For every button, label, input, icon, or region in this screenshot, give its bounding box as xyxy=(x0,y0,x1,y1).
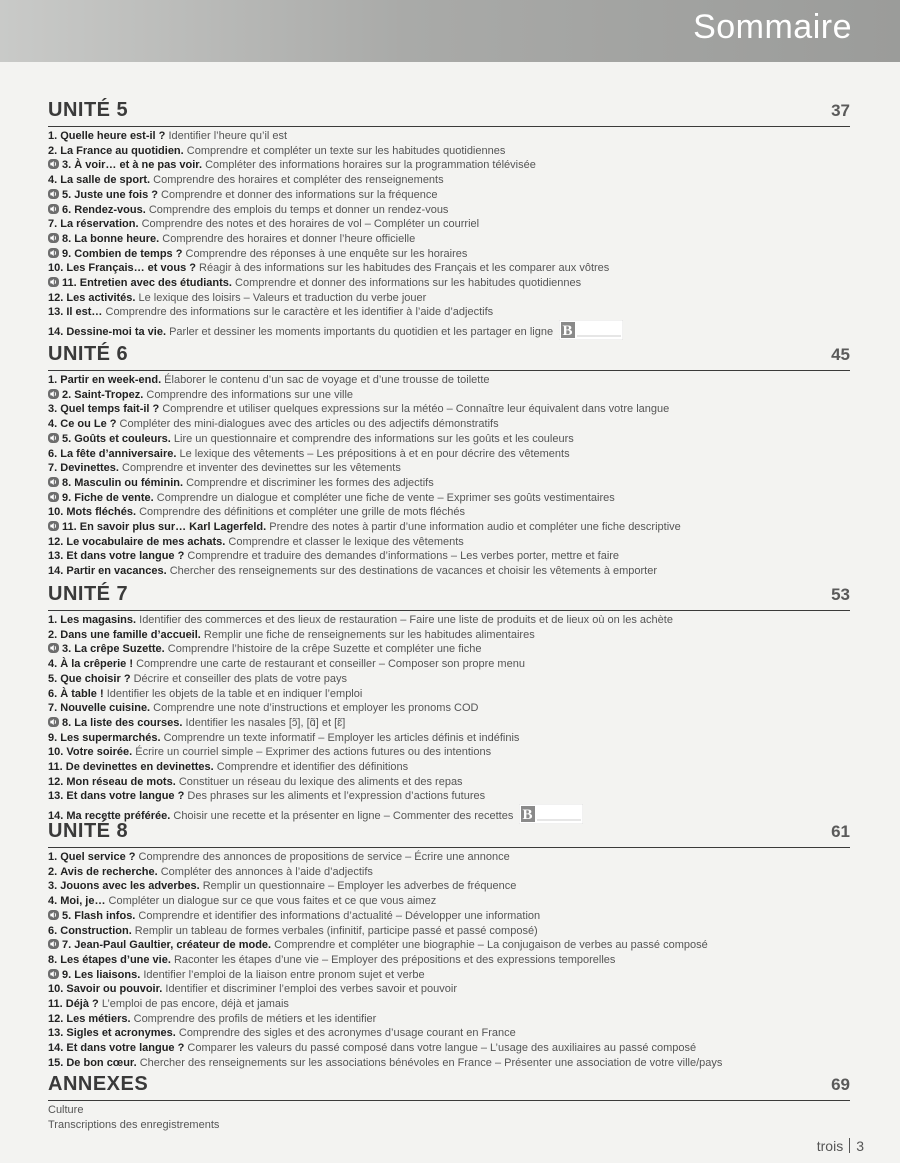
activity-title: Dessine-moi ta vie. xyxy=(66,326,167,339)
audio-icon xyxy=(48,189,59,199)
unit-page-number: 45 xyxy=(831,345,850,364)
activity-number: 14. xyxy=(48,1042,64,1055)
unit-page-number: 37 xyxy=(831,101,850,120)
activity-title: Quel service ? xyxy=(60,851,136,863)
activity-description: Comprendre et donner des informations sur les habitudes quotidiennes xyxy=(231,277,582,290)
activity-number: 2. xyxy=(48,144,58,157)
activity-description: Chercher des renseignements sur des destinations de vacances et choisir les vêtements à emporter xyxy=(166,565,658,578)
activity-description: Écrire un courriel simple – Exprimer des actions futures ou des intentions xyxy=(132,746,492,759)
activity-number: 8. xyxy=(62,232,72,245)
babelweb-logo-icon xyxy=(559,320,623,340)
activity-title: Nouvelle cuisine. xyxy=(60,702,151,715)
activity-title: Combien de temps ? xyxy=(74,247,183,260)
activity-list xyxy=(48,850,850,1071)
activity-description: Identifier les objets de la table et en indiquer l’emploi xyxy=(103,687,363,700)
svg-text:B: B xyxy=(562,323,573,340)
activity-title: Les activités. xyxy=(66,291,136,304)
activity-title: Flash infos. xyxy=(74,909,136,922)
activity-item xyxy=(48,1012,850,1027)
activity-number: 2. xyxy=(48,865,58,878)
activity-item xyxy=(48,804,850,824)
activity-item xyxy=(48,402,850,417)
activity-description: Parler et dessiner les moments importants du quotidien et les partager en ligne xyxy=(166,326,554,339)
activity-item xyxy=(48,1056,850,1071)
activity-item xyxy=(48,850,850,865)
unit-title: UNITÉ 6 xyxy=(48,343,129,365)
activity-description: Comprendre et identifier des informations d’actualité – Développer une information xyxy=(135,909,541,922)
activity-description: Remplir un tableau de formes verbales (infinitif, participe passé et passé composé) xyxy=(131,924,538,937)
activity-item xyxy=(48,613,850,628)
activity-item xyxy=(48,687,850,702)
activity-description: Compléter des annonces à l’aide d’adjectifs xyxy=(157,865,373,878)
unit-page-number: 53 xyxy=(831,585,850,604)
activity-title: Les Français… et vous ? xyxy=(66,262,196,275)
activity-title: Devinettes. xyxy=(60,462,119,475)
activity-number: 6. xyxy=(48,687,58,700)
activity-description: Comprendre des horaires et compléter des renseignements xyxy=(150,174,444,187)
activity-item xyxy=(48,789,850,804)
activity-item xyxy=(48,432,850,447)
activity-list xyxy=(48,373,850,579)
audio-icon xyxy=(48,910,59,920)
activity-description: Raconter les étapes d’une vie – Employer des prépositions et des expressions temporelles xyxy=(170,953,616,966)
audio-icon xyxy=(48,233,59,243)
activity-description: Compléter des mini-dialogues avec des articles ou des adjectifs démonstratifs xyxy=(116,418,499,431)
annex-item-culture: Culture xyxy=(48,1104,84,1116)
activity-number: 14. xyxy=(48,565,64,578)
activity-item xyxy=(48,373,850,388)
audio-icon xyxy=(48,389,59,399)
activity-item xyxy=(48,247,850,262)
audio-icon xyxy=(48,433,59,443)
activity-list xyxy=(48,129,850,340)
activity-description: L’emploi de pas encore, déjà et jamais xyxy=(98,998,289,1011)
activity-item xyxy=(48,865,850,880)
activity-item xyxy=(48,305,850,320)
activity-number: 14. xyxy=(48,326,64,339)
activity-title: Et dans votre langue ? xyxy=(66,1042,185,1055)
activity-description: Chercher des renseignements sur les associations bénévoles en France – Présenter une association de votre ville/pays xyxy=(136,1056,723,1069)
activity-item xyxy=(48,520,850,535)
activity-title: Masculin ou féminin. xyxy=(74,476,184,489)
activity-item xyxy=(48,232,850,247)
activity-number: 13. xyxy=(48,790,64,803)
unit-title: UNITÉ 5 xyxy=(48,99,129,121)
activity-title: Fiche de vente. xyxy=(74,491,154,504)
activity-title: Rendez-vous. xyxy=(74,203,146,216)
activity-title: Moi, je… xyxy=(60,895,106,908)
activity-title: La réservation. xyxy=(60,218,139,231)
activity-title: Avis de recherche. xyxy=(60,865,158,878)
activity-title: Les métiers. xyxy=(66,1012,131,1025)
activity-item xyxy=(48,129,850,144)
activity-number: 5. xyxy=(62,909,72,922)
activity-item xyxy=(48,417,850,432)
activity-number: 9. xyxy=(62,247,72,260)
activity-description: Comparer les valeurs du passé composé dans votre langue – L’usage des auxiliaires au passé composé xyxy=(184,1042,697,1055)
activity-title: Ma recette préférée. xyxy=(66,810,171,823)
activity-description: Décrire et conseiller des plats de votre pays xyxy=(130,672,347,685)
activity-list xyxy=(48,613,850,824)
activity-description: Identifier les nasales [ɔ̃], [ɑ̃] et [ɛ̃] xyxy=(182,716,346,729)
activity-item xyxy=(48,745,850,760)
activity-description: Choisir une recette et la présenter en ligne – Commenter des recettes xyxy=(170,810,514,823)
activity-number: 10. xyxy=(48,506,64,519)
activity-item xyxy=(48,701,850,716)
unit-header xyxy=(48,820,850,848)
activity-item xyxy=(48,938,850,953)
activity-number: 3. xyxy=(48,403,58,416)
unit-page-number: 61 xyxy=(831,822,850,841)
activity-number: 4. xyxy=(48,418,58,431)
activity-number: 10. xyxy=(48,262,64,275)
activity-title: Que choisir ? xyxy=(60,672,131,685)
unit-header xyxy=(48,343,850,371)
activity-description: Comprendre et discriminer les formes des adjectifs xyxy=(183,476,434,489)
activity-description: Comprendre et inventer des devinettes sur les vêtements xyxy=(118,462,401,475)
activity-title: Mots fléchés. xyxy=(66,506,137,519)
activity-description: Comprendre des informations sur une ville xyxy=(143,388,354,401)
activity-title: Partir en vacances. xyxy=(66,565,167,578)
unit-section xyxy=(48,820,850,1071)
unit-header xyxy=(48,99,850,127)
activity-description: Élaborer le contenu d’un sac de voyage et d’une trousse de toilette xyxy=(161,374,490,386)
activity-title: Jouons avec les adverbes. xyxy=(60,880,200,893)
activity-title: Construction. xyxy=(60,924,132,937)
activity-number: 1. xyxy=(48,851,58,863)
activity-number: 11. xyxy=(48,998,63,1011)
activity-title: Dans une famille d’accueil. xyxy=(60,628,201,641)
activity-item xyxy=(48,924,850,939)
activity-title: À table ! xyxy=(60,687,104,700)
activity-number: 7. xyxy=(48,218,58,231)
activity-title: Ce ou Le ? xyxy=(60,418,117,431)
activity-item xyxy=(48,775,850,790)
activity-item xyxy=(48,261,850,276)
annexes-page-number: 69 xyxy=(831,1075,850,1094)
annexes-title: ANNEXES xyxy=(48,1073,149,1095)
activity-item xyxy=(48,188,850,203)
unit-title: UNITÉ 8 xyxy=(48,820,129,842)
activity-description: Prendre des notes à partir d’une information audio et compléter une fiche descriptive xyxy=(266,521,681,534)
activity-item xyxy=(48,447,850,462)
activity-description: Comprendre l’histoire de la crêpe Suzette et compléter une fiche xyxy=(164,643,482,656)
activity-item xyxy=(48,716,850,731)
activity-number: 10. xyxy=(48,983,64,996)
activity-title: Goûts et couleurs. xyxy=(74,432,171,445)
activity-title: À la crêperie ! xyxy=(60,658,134,671)
activity-description: Comprendre des horaires et donner l’heure officielle xyxy=(159,232,416,245)
activity-title: Et dans votre langue ? xyxy=(66,790,185,803)
audio-icon xyxy=(48,969,59,979)
activity-description: Comprendre des réponses à une enquête sur les horaires xyxy=(182,247,468,260)
activity-number: 4. xyxy=(48,895,58,908)
activity-description: Comprendre et donner des informations sur la fréquence xyxy=(158,188,438,201)
activity-item xyxy=(48,909,850,924)
activity-title: Entretien avec des étudiants. xyxy=(79,277,232,290)
activity-number: 11. xyxy=(48,761,63,774)
activity-description: Réagir à des informations sur les habitudes des Français et les comparer aux vôtres xyxy=(195,262,610,275)
activity-description: Identifier des commerces et des lieux de restauration – Faire une liste de produits et de lieux où on les achète xyxy=(136,614,673,626)
activity-item xyxy=(48,291,850,306)
audio-icon xyxy=(48,204,59,214)
activity-number: 3. xyxy=(48,880,58,893)
activity-title: Il est… xyxy=(66,306,103,319)
activity-number: 7. xyxy=(62,939,72,952)
activity-title: Jean-Paul Gaultier, créateur de mode. xyxy=(74,939,272,952)
activity-title: La France au quotidien. xyxy=(60,144,184,157)
activity-number: 13. xyxy=(48,306,64,319)
activity-title: Saint-Tropez. xyxy=(74,388,144,401)
activity-number: 12. xyxy=(48,291,64,304)
activity-number: 12. xyxy=(48,775,64,788)
activity-title: Mon réseau de mots. xyxy=(66,775,176,788)
page-footer xyxy=(817,1138,864,1154)
activity-description: Le lexique des vêtements – Les prépositions à et en pour décrire des vêtements xyxy=(176,447,570,460)
activity-description: Compléter un dialogue sur ce que vous faites et ce que vous aimez xyxy=(105,895,437,908)
activity-number: 10. xyxy=(48,746,64,759)
activity-number: 6. xyxy=(48,447,58,460)
activity-number: 14. xyxy=(48,810,64,823)
activity-item xyxy=(48,158,850,173)
activity-description: Comprendre une note d’instructions et employer les pronoms COD xyxy=(150,702,479,715)
activity-description: Lire un questionnaire et comprendre des informations sur les goûts et les couleurs xyxy=(170,432,574,445)
activity-title: À voir… et à ne pas voir. xyxy=(74,159,203,172)
activity-title: Savoir ou pouvoir. xyxy=(66,983,163,996)
activity-number: 3. xyxy=(62,643,72,656)
activity-title: Quelle heure est-il ? xyxy=(60,130,166,142)
footer-divider xyxy=(849,1138,850,1153)
audio-icon xyxy=(48,477,59,487)
activity-number: 2. xyxy=(48,628,58,641)
activity-title: La fête d’anniversaire. xyxy=(60,447,177,460)
activity-item xyxy=(48,879,850,894)
activity-number: 2. xyxy=(62,388,72,401)
annex-item-transcriptions: Transcriptions des enregistrements xyxy=(48,1118,220,1131)
activity-number: 1. xyxy=(48,614,58,626)
audio-icon xyxy=(48,939,59,949)
unit-header xyxy=(48,583,850,611)
activity-item xyxy=(48,461,850,476)
activity-number: 6. xyxy=(48,924,58,937)
unit-section xyxy=(48,99,850,340)
activity-number: 1. xyxy=(48,130,58,142)
activity-title: Les supermarchés. xyxy=(60,731,161,744)
activity-item xyxy=(48,549,850,564)
activity-title: En savoir plus sur… Karl Lagerfeld. xyxy=(79,521,267,534)
activity-item xyxy=(48,760,850,775)
activity-item xyxy=(48,1026,850,1041)
activity-number: 1. xyxy=(48,374,58,386)
activity-number: 8. xyxy=(48,953,58,966)
activity-item xyxy=(48,894,850,909)
activity-number: 7. xyxy=(48,702,58,715)
activity-description: Constituer un réseau du lexique des aliments et des repas xyxy=(175,775,463,788)
activity-item xyxy=(48,476,850,491)
activity-number: 12. xyxy=(48,535,64,548)
activity-item xyxy=(48,1041,850,1056)
activity-number: 9. xyxy=(62,491,72,504)
activity-title: Quel temps fait-il ? xyxy=(60,403,160,416)
header-banner xyxy=(0,0,900,62)
activity-description: Comprendre des informations sur le caractère et les identifier à l’aide d’adjectifs xyxy=(102,306,494,319)
activity-item xyxy=(48,203,850,218)
activity-description: Comprendre et utiliser quelques expressions sur la météo – Connaître leur équivalent dans votre langue xyxy=(159,403,670,416)
activity-number: 13. xyxy=(48,550,64,563)
activity-description: Identifier l’heure qu’il est xyxy=(165,130,288,142)
audio-icon xyxy=(48,717,59,727)
unit-section xyxy=(48,583,850,824)
activity-number: 4. xyxy=(48,658,58,671)
activity-title: De devinettes en devinettes. xyxy=(65,761,214,774)
activity-number: 7. xyxy=(48,462,58,475)
activity-number: 8. xyxy=(62,476,72,489)
activity-number: 11. xyxy=(62,277,77,290)
activity-number: 9. xyxy=(48,731,58,744)
activity-title: Juste une fois ? xyxy=(74,188,158,201)
audio-icon xyxy=(48,277,59,287)
activity-number: 11. xyxy=(62,521,77,534)
svg-text:B: B xyxy=(522,807,533,824)
activity-title: La salle de sport. xyxy=(60,174,151,187)
activity-item xyxy=(48,491,850,506)
activity-item xyxy=(48,276,850,291)
activity-description: Identifier et discriminer l’emploi des verbes savoir et pouvoir xyxy=(162,983,458,996)
activity-description: Comprendre et identifier des définitions xyxy=(213,761,409,774)
activity-description: Des phrases sur les aliments et l’expression d’actions futures xyxy=(184,790,486,803)
activity-title: Les étapes d’une vie. xyxy=(60,953,171,966)
activity-number: 15. xyxy=(48,1056,64,1069)
activity-description: Identifier l’emploi de la liaison entre pronom sujet et verbe xyxy=(140,968,425,981)
activity-item xyxy=(48,997,850,1012)
activity-description: Compléter des informations horaires sur la programmation télévisée xyxy=(202,159,536,172)
activity-description: Comprendre des sigles et des acronymes d’usage courant en France xyxy=(175,1027,516,1040)
annexes-section xyxy=(48,1073,850,1132)
babelweb-logo-icon xyxy=(519,804,583,824)
activity-number: 5. xyxy=(48,672,58,685)
activity-item xyxy=(48,628,850,643)
activity-description: Comprendre des emplois du temps et donner un rendez-vous xyxy=(145,203,449,216)
activity-number: 5. xyxy=(62,432,72,445)
activity-number: 6. xyxy=(62,203,72,216)
activity-description: Comprendre des notes et des horaires de vol – Compléter un courriel xyxy=(138,218,480,231)
activity-item xyxy=(48,672,850,687)
activity-title: Et dans votre langue ? xyxy=(66,550,185,563)
activity-title: Votre soirée. xyxy=(66,746,133,759)
activity-item xyxy=(48,968,850,983)
activity-number: 9. xyxy=(62,968,72,981)
annexes-header xyxy=(48,1073,850,1101)
activity-description: Comprendre des annonces de propositions de service – Écrire une annonce xyxy=(135,851,510,863)
activity-description: Remplir un questionnaire – Employer les adverbes de fréquence xyxy=(199,880,517,893)
activity-number: 5. xyxy=(62,188,72,201)
audio-icon xyxy=(48,492,59,502)
activity-description: Remplir une fiche de renseignements sur les habitudes alimentaires xyxy=(200,628,535,641)
activity-item xyxy=(48,173,850,188)
activity-title: Déjà ? xyxy=(65,998,99,1011)
activity-item xyxy=(48,505,850,520)
activity-title: La bonne heure. xyxy=(74,232,160,245)
activity-title: Les magasins. xyxy=(60,614,137,626)
activity-item xyxy=(48,564,850,579)
activity-item xyxy=(48,217,850,232)
activity-description: Comprendre une carte de restaurant et conseiller – Composer son propre menu xyxy=(133,658,525,671)
activity-item xyxy=(48,953,850,968)
activity-item xyxy=(48,657,850,672)
activity-number: 8. xyxy=(62,716,72,729)
activity-title: Partir en week-end. xyxy=(60,374,162,386)
activity-item xyxy=(48,144,850,159)
audio-icon xyxy=(48,643,59,653)
activity-number: 12. xyxy=(48,1012,64,1025)
activity-title: Le vocabulaire de mes achats. xyxy=(66,535,226,548)
page-number: 3 xyxy=(856,1138,864,1154)
activity-item xyxy=(48,982,850,997)
page-title: Sommaire xyxy=(693,8,852,46)
activity-description: Le lexique des loisirs – Valeurs et traduction du verbe jouer xyxy=(135,291,427,304)
activity-title: La crêpe Suzette. xyxy=(74,643,165,656)
activity-item xyxy=(48,731,850,746)
activity-description: Comprendre et classer le lexique des vêtements xyxy=(225,535,464,548)
audio-icon xyxy=(48,159,59,169)
activity-item xyxy=(48,388,850,403)
activity-item xyxy=(48,535,850,550)
activity-title: De bon cœur. xyxy=(66,1056,137,1069)
activity-title: Les liaisons. xyxy=(74,968,141,981)
activity-title: La liste des courses. xyxy=(74,716,183,729)
activity-description: Comprendre des définitions et compléter une grille de mots fléchés xyxy=(136,506,465,519)
activity-description: Comprendre et compléter une biographie – La conjugaison de verbes au passé composé xyxy=(271,939,708,952)
audio-icon xyxy=(48,248,59,258)
unit-section xyxy=(48,343,850,579)
activity-item xyxy=(48,642,850,657)
activity-description: Comprendre un texte informatif – Employer les articles définis et indéfinis xyxy=(160,731,520,744)
activity-number: 3. xyxy=(62,159,72,172)
activity-item xyxy=(48,320,850,340)
activity-description: Comprendre un dialogue et compléter une fiche de vente – Exprimer ses goûts vestimentaires xyxy=(153,491,615,504)
activity-description: Comprendre et traduire des demandes d’informations – Les verbes porter, mettre et faire xyxy=(184,550,620,563)
activity-number: 4. xyxy=(48,174,58,187)
activity-number: 13. xyxy=(48,1027,64,1040)
activity-description: Comprendre des profils de métiers et les identifier xyxy=(130,1012,377,1025)
unit-title: UNITÉ 7 xyxy=(48,583,129,605)
activity-title: Sigles et acronymes. xyxy=(66,1027,176,1040)
audio-icon xyxy=(48,521,59,531)
page-word: trois xyxy=(816,1138,844,1154)
activity-description: Comprendre et compléter un texte sur les habitudes quotidiennes xyxy=(183,144,506,157)
